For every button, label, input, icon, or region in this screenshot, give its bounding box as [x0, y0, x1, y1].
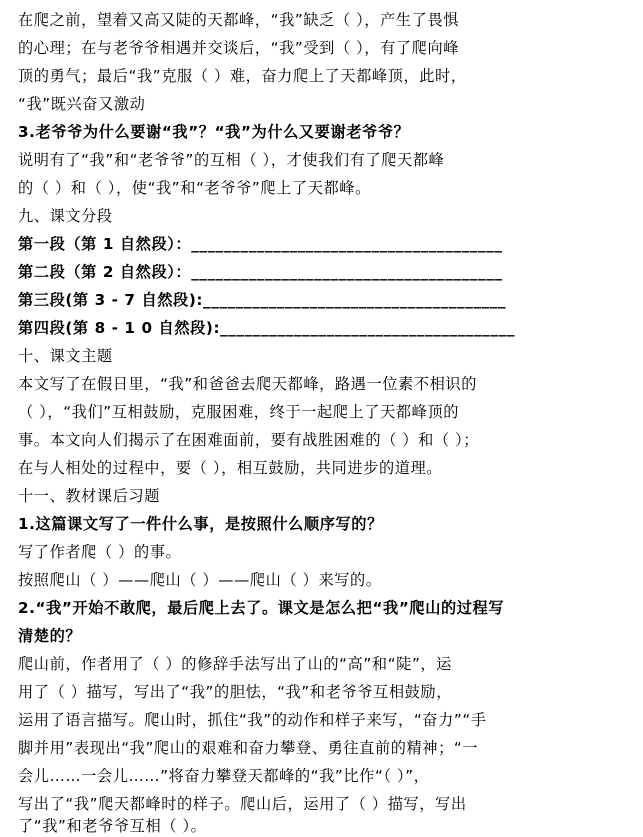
text-line-25: 用了（ ）描写，写出了“我”的胆怯，“我”和老爷爷互相鼓励， [18, 683, 452, 701]
text-line-14: 本文写了在假日里，“我”和爸爸去爬天都峰，路遇一位素不相识的 [18, 375, 477, 393]
exercise-2-cont: 清楚的？ [18, 627, 82, 645]
section-heading-9: 九、课文分段 [18, 207, 113, 225]
exercise-1: 1.这篇课文写了一件什么事，是按照什么顺序写的？ [18, 515, 383, 533]
text-line-20: 写了作者爬（ ）的事。 [18, 543, 182, 561]
paragraph-3-line: 第三段(第 3 - 7 自然段):_____________________________________ [18, 291, 507, 309]
section-heading-11: 十一、教材课后习题 [18, 487, 161, 505]
text-line-15: （ ），“我们”互相鼓励，克服困难，终于一起爬上了天都峰顶的 [18, 403, 460, 421]
text-line-27: 脚并用”表现出“我”爬山的艰难和奋力攀登、勇往直前的精神；“一 [18, 739, 479, 757]
text-line-6: 说明有了“我”和“老爷爷”的互相（ ），才使我们有了爬天都峰 [18, 151, 445, 169]
text-line-26: 运用了语言描写。爬山时，抓住“我”的动作和样子来写，“奋力”“手 [18, 711, 487, 729]
paragraph-4-line: 第四段(第 8 - 1 0 自然段):____________________________________ [18, 319, 516, 337]
text-line-24: 爬山前，作者用了（ ）的修辞手法写出了山的“高”和“陡”，运 [18, 655, 452, 673]
paragraph-2-line: 第二段（第 2 自然段）：______________________________________ [18, 263, 503, 281]
question-3: 3.老爷爷为什么要谢“我”？“我”为什么又要谢老爷爷？ [18, 123, 410, 141]
text-line-1: 在爬之前，望着又高又陡的天都峰，“我”缺乏（ ），产生了畏惧 [18, 11, 460, 29]
text-line-7: 的（ ）和（ ），使“我”和“老爷爷”爬上了天都峰。 [18, 179, 371, 197]
text-line-28: 会儿……一会儿……”将奋力攀登天都峰的“我”比作“（ ）”， [18, 767, 430, 785]
text-line-16: 事。本文向人们揭示了在困难面前，要有战胜困难的（ ）和（ ）； [18, 431, 480, 449]
text-line-21: 按照爬山（ ）——爬山（ ）——爬山（ ）来写的。 [18, 571, 382, 589]
text-line-17: 在与人相处的过程中，要（ ），相互鼓励，共同进步的道理。 [18, 459, 443, 477]
text-line-4: “我”既兴奋又激动 [18, 95, 146, 113]
paragraph-1-line: 第一段（第 1 自然段）：______________________________________ [18, 235, 503, 253]
text-line-2: 的心理；在与老爷爷相遇并交谈后，“我”受到（ ），有了爬向峰 [18, 39, 460, 57]
text-line-30: 了“我”和老爷爷互相（ ）。 [18, 817, 207, 835]
exercise-2: 2.“我”开始不敢爬，最后爬上去了。课文是怎么把“我”爬山的过程写 [18, 599, 505, 617]
section-heading-10: 十、课文主题 [18, 347, 113, 365]
text-line-29: 写出了“我”爬天都峰时的样子。爬山后，运用了（ ）描写，写出 [18, 795, 467, 813]
text-line-3: 顶的勇气；最后“我”克服（ ）难，奋力爬上了天都峰顶，此时， [18, 67, 467, 85]
